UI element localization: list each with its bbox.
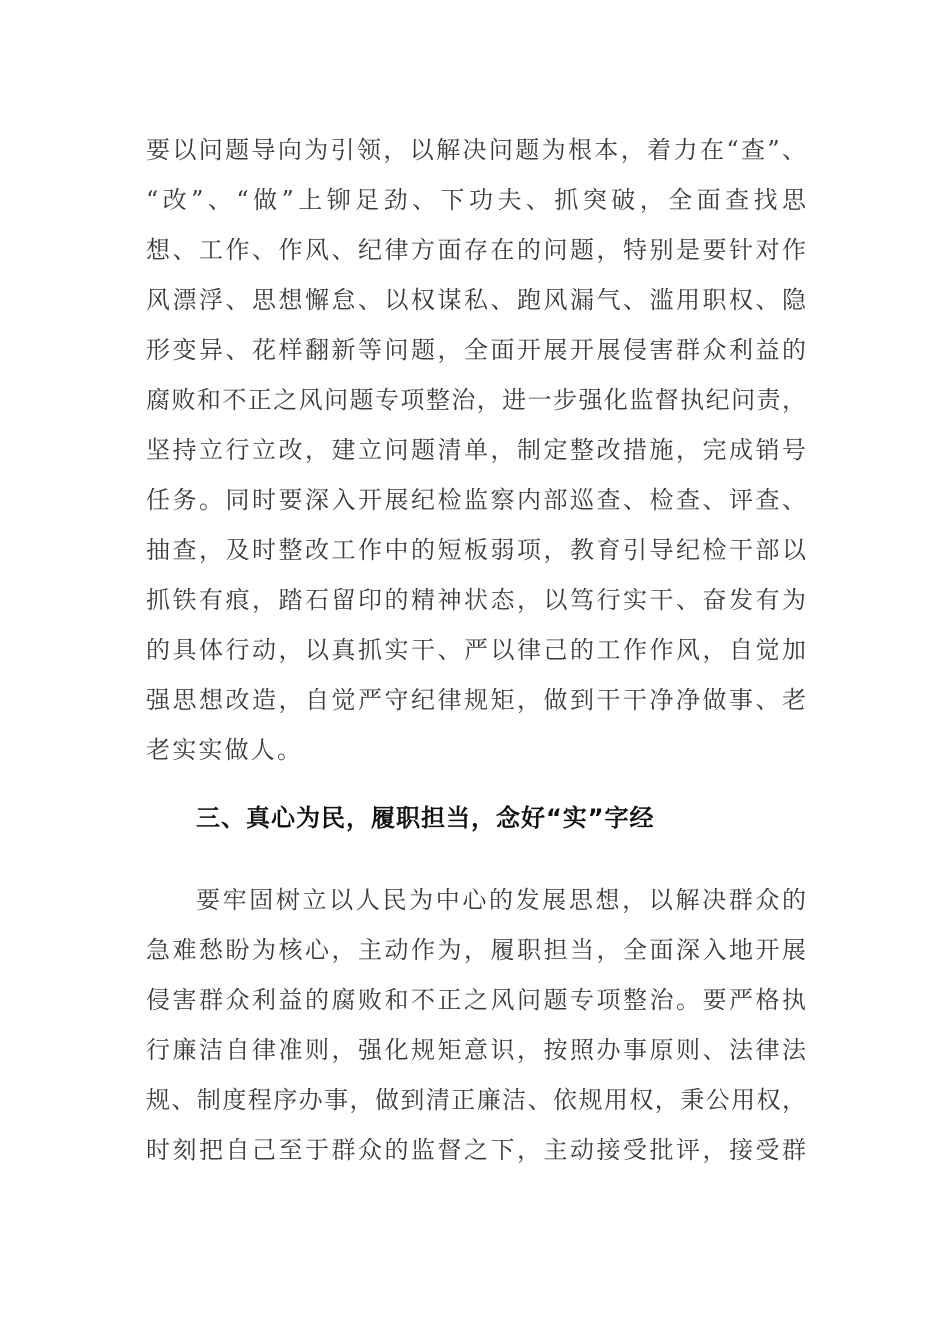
paragraph-1-line-8: 任务。同时要深入开展纪检监察内部巡查、检查、评查、	[146, 486, 806, 514]
section-heading: 三、真心为民，履职担当，念好“实”字经	[196, 804, 655, 832]
paragraph-1-line-2: “改”、“做”上铆足劲、下功夫、抓突破，全面查找思	[146, 186, 806, 214]
paragraph-1-line-6: 腐败和不正之风问题专项整治，进一步强化监督执纪问责，	[146, 386, 806, 414]
paragraph-1-line-10: 抓铁有痕，踏石留印的精神状态，以笃行实干、奋发有为	[146, 586, 806, 614]
paragraph-1-line-11: 的具体行动，以真抓实干、严以律己的工作作风，自觉加	[146, 636, 806, 664]
paragraph-2-line-4: 行廉洁自律准则，强化规矩意识，按照办事原则、法律法	[146, 1036, 806, 1064]
paragraph-1-line-7: 坚持立行立改，建立问题清单，制定整改措施，完成销号	[146, 436, 806, 464]
paragraph-1-line-13: 老实实做人。	[146, 736, 304, 764]
paragraph-1-line-9: 抽查，及时整改工作中的短板弱项，教育引导纪检干部以	[146, 536, 806, 564]
paragraph-2-line-5: 规、制度程序办事，做到清正廉洁、依规用权，秉公用权，	[146, 1086, 806, 1114]
paragraph-1-line-12: 强思想改造，自觉严守纪律规矩，做到干干净净做事、老	[146, 686, 806, 714]
paragraph-1-line-1: 要以问题导向为引领，以解决问题为根本，着力在“查”、	[146, 136, 806, 164]
paragraph-2-line-2: 急难愁盼为核心，主动作为，履职担当，全面深入地开展	[146, 936, 806, 964]
paragraph-1-line-3: 想、工作、作风、纪律方面存在的问题，特别是要针对作	[146, 236, 806, 264]
paragraph-2-line-3: 侵害群众利益的腐败和不正之风问题专项整治。要严格执	[146, 986, 806, 1014]
paragraph-1-line-4: 风漂浮、思想懈怠、以权谋私、跑风漏气、滥用职权、隐	[146, 286, 806, 314]
paragraph-2-line-1: 要牢固树立以人民为中心的发展思想，以解决群众的	[196, 886, 806, 914]
paragraph-2-line-6: 时刻把自己至于群众的监督之下，主动接受批评，接受群	[146, 1136, 806, 1164]
paragraph-1-line-5: 形变异、花样翻新等问题，全面开展开展侵害群众利益的	[146, 336, 806, 364]
